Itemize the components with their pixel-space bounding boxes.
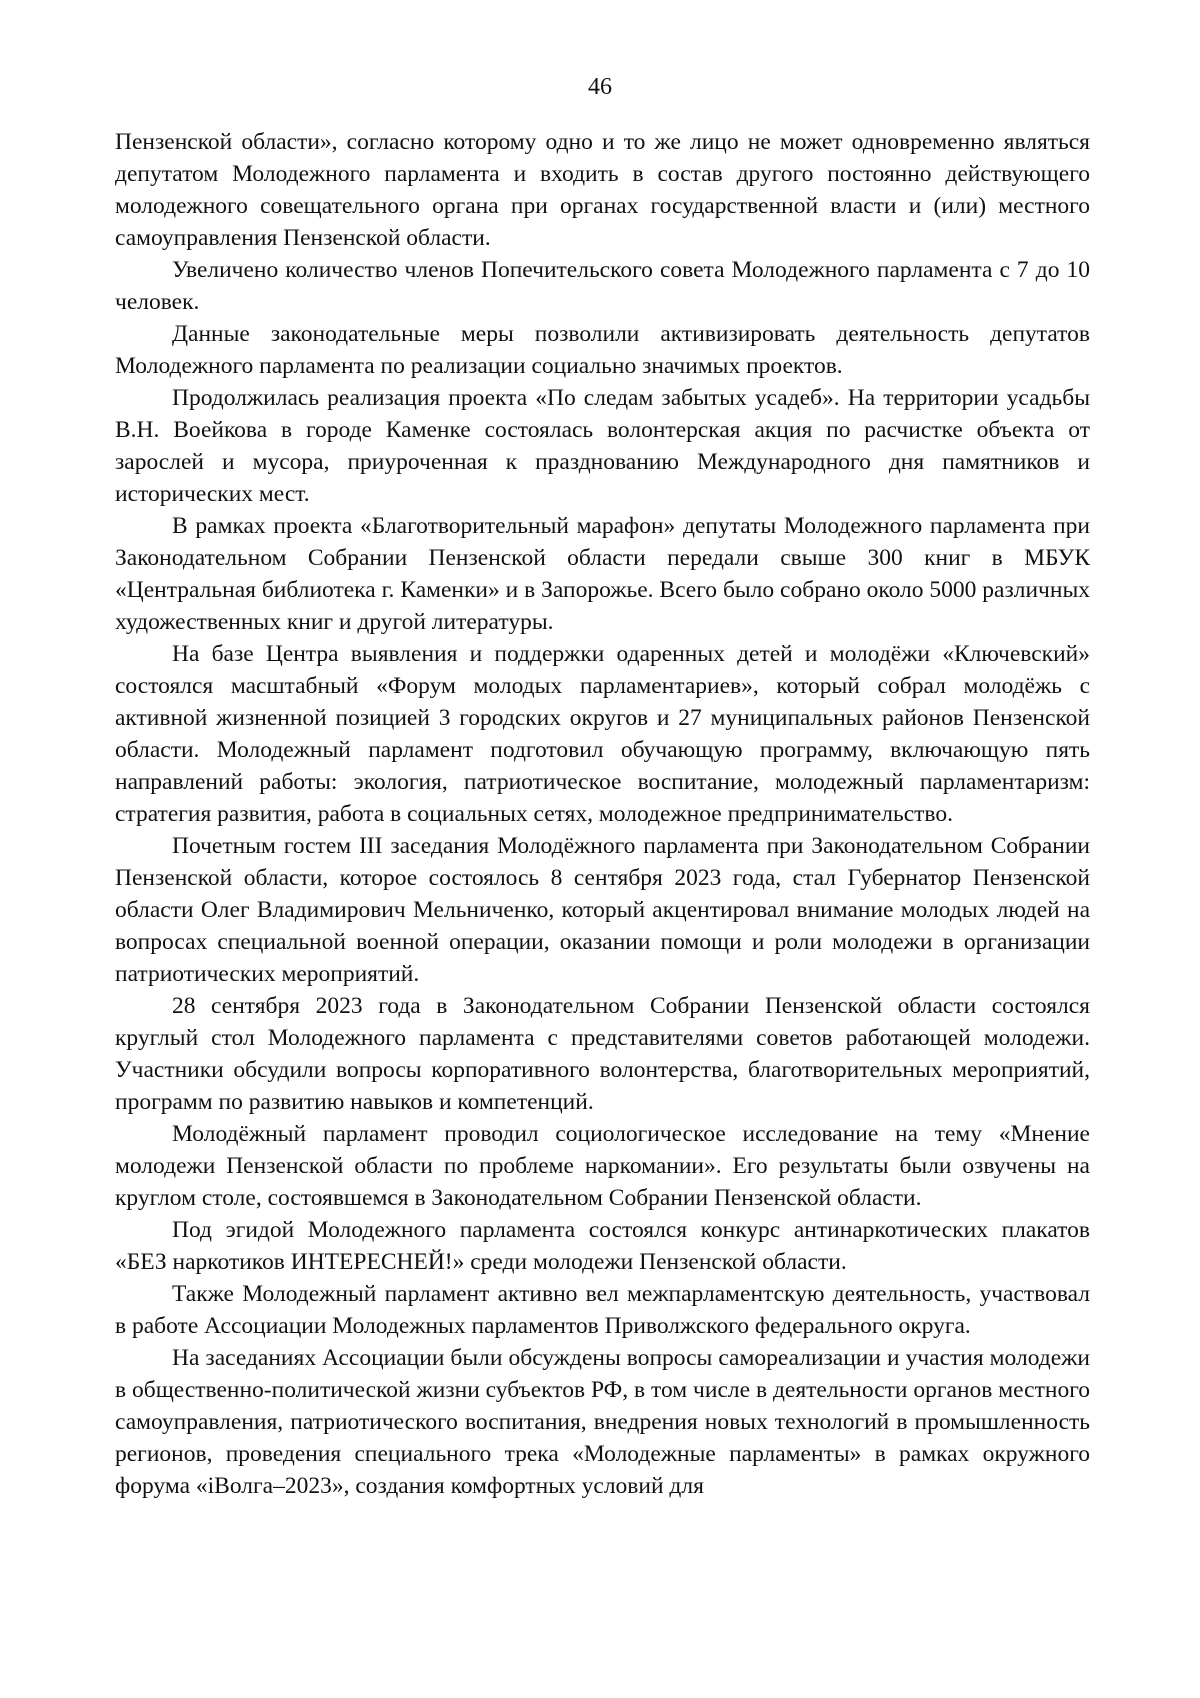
paragraph-poster-contest: Под эгидой Молодежного парламента состоялся конкурс антинаркотических плакатов «БЕЗ наркотиков ИНТЕРЕСНЕЙ!» среди молодежи Пензенской области.: [115, 1217, 1090, 1275]
paragraph-young-parliamentarians-forum: На базе Центра выявления и поддержки одаренных детей и молодёжи «Ключевский» состоялся масштабный «Форум молодых парламентариев», который собрал молодёжь с активной жизненной позицией 3 городских округов и 27 муниципальных районов Пензенской области. Молодежный парламент подготовил обучающую программу, включающую пять направлений работы: экология, патриотическое воспитание, молодежный парламентаризм: стратегия развития, работа в социальных сетях, молодежное предпринимательство.: [115, 641, 1090, 827]
paragraph-continuation: Пензенской области», согласно которому одно и то же лицо не может одновременно являться депутатом Молодежного парламента и входить в состав другого постоянно действующего молодежного совещательного органа при органах государственной власти и (или) местного самоуправления Пензенской области.: [115, 129, 1090, 251]
paragraph-third-session: Почетным гостем III заседания Молодёжного парламента при Законодательном Собрании Пензенской области, которое состоялось 8 сентября 2023 года, стал Губернатор Пензенской области Олег Владимирович Мельниченко, который акцентировал внимание молодых людей на вопросах специальной военной операции, оказании помощи и роли молодежи в организации патриотических мероприятий.: [115, 833, 1090, 987]
paragraph-sociological-research: Молодёжный парламент проводил социологическое исследование на тему «Мнение молодежи Пензенской области по проблеме наркомании». Его результаты были озвучены на круглом столе, состоявшемся в Законодательном Собрании Пензенской области.: [115, 1121, 1090, 1211]
paragraph-round-table-working-youth: 28 сентября 2023 года в Законодательном Собрании Пензенской области состоялся круглый стол Молодежного парламента с представителями советов работающей молодежи. Участники обсудили вопросы корпоративного волонтерства, благотворительных мероприятий, программ по развитию навыков и компетенций.: [115, 993, 1090, 1115]
paragraph-interparliamentary: Также Молодежный парламент активно вел межпарламентскую деятельность, участвовал в работе Ассоциации Молодежных парламентов Приволжского федерального округа.: [115, 1281, 1090, 1339]
paragraph-legislative-measures: Данные законодательные меры позволили активизировать деятельность депутатов Молодежного парламента по реализации социально значимых проектов.: [115, 321, 1090, 379]
paragraph-association-sessions: На заседаниях Ассоциации были обсуждены вопросы самореализации и участия молодежи в общественно-политической жизни субъектов РФ, в том числе в деятельности органов местного самоуправления, патриотического воспитания, внедрения новых технологий в промышленность регионов, проведения специального трека «Молодежные парламенты» в рамках окружного форума «iВолга–2023», создания комфортных условий для: [115, 1345, 1090, 1499]
page-number: 46: [588, 74, 612, 100]
paragraph-charity-marathon: В рамках проекта «Благотворительный марафон» депутаты Молодежного парламента при Законодательном Собрании Пензенской области передали свыше 300 книг в МБУК «Центральная библиотека г. Каменки» и в Запорожье. Всего было собрано около 5000 различных художественных книг и другой литературы.: [115, 513, 1090, 635]
paragraph-trustee-council: Увеличено количество членов Попечительского совета Молодежного парламента с 7 до 10 человек.: [115, 257, 1090, 315]
paragraph-forgotten-estates: Продолжилась реализация проекта «По следам забытых усадеб». На территории усадьбы В.Н. Воейкова в городе Каменке состоялась волонтерская акция по расчистке объекта от зарослей и мусора, приуроченная к празднованию Международного дня памятников и исторических мест.: [115, 385, 1090, 507]
document-body: [115, 126, 1090, 1502]
